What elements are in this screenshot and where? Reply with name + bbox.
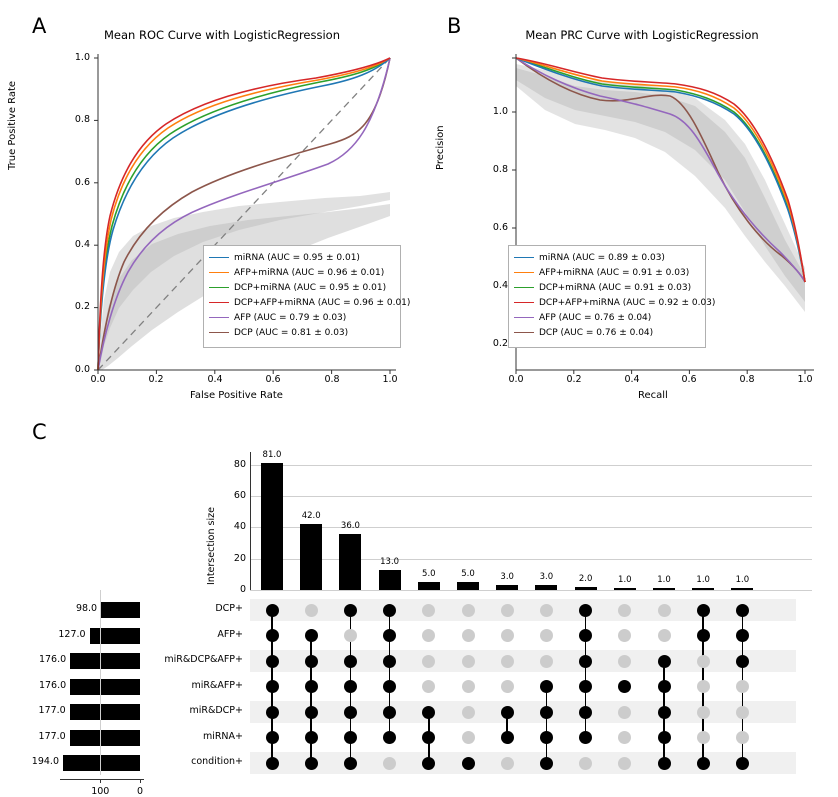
- matrix-dot-empty[interactable]: [344, 629, 357, 642]
- set-size-bar[interactable]: [101, 602, 140, 618]
- matrix-dot-filled[interactable]: [266, 604, 279, 617]
- matrix-dot-empty[interactable]: [462, 604, 475, 617]
- matrix-dot-filled[interactable]: [658, 680, 671, 693]
- legend-line-icon: [514, 287, 534, 288]
- matrix-dot-filled[interactable]: [305, 680, 318, 693]
- panel-letter-a: A: [32, 14, 47, 38]
- legend-label: DCP+AFP+miRNA (AUC = 0.92 ± 0.03): [539, 297, 716, 308]
- matrix-dot-filled[interactable]: [383, 655, 396, 668]
- legend-label: DCP+AFP+miRNA (AUC = 0.96 ± 0.01): [234, 297, 411, 308]
- legend-line-icon: [209, 317, 229, 318]
- matrix-dot-filled[interactable]: [540, 731, 553, 744]
- matrix-dot-empty[interactable]: [618, 604, 631, 617]
- intersection-bar[interactable]: [575, 587, 597, 590]
- prc-legend-item[interactable]: [514, 325, 699, 340]
- prc-legend-item[interactable]: [514, 265, 699, 280]
- roc-legend-item[interactable]: [209, 265, 394, 280]
- intersection-bar-value: 36.0: [340, 520, 360, 531]
- roc-legend-item[interactable]: [209, 295, 411, 310]
- roc-xtick-4: 0.8: [324, 374, 340, 385]
- prc-xtick-1: 0.2: [566, 374, 582, 385]
- prc-xtick-2: 0.4: [624, 374, 640, 385]
- matrix-dot-filled[interactable]: [305, 731, 318, 744]
- matrix-dot-filled[interactable]: [736, 604, 749, 617]
- intersection-bar-value: 3.0: [539, 572, 554, 583]
- matrix-dot-filled[interactable]: [736, 655, 749, 668]
- intersection-bar[interactable]: [653, 588, 675, 590]
- upset-plot: [0, 430, 838, 796]
- set-size-axis: [60, 779, 144, 780]
- roc-yaxis-label: True Positive Rate: [7, 80, 18, 170]
- prc-legend-item[interactable]: [514, 295, 716, 310]
- prc-xaxis-label: Recall: [638, 390, 668, 401]
- matrix-dot-filled[interactable]: [579, 629, 592, 642]
- set-name-label: miR&AFP+: [191, 679, 243, 691]
- legend-label: AFP (AUC = 0.79 ± 0.03): [234, 312, 347, 323]
- intersection-bar-value: 13.0: [380, 556, 400, 567]
- intersection-bar-value: 1.0: [735, 575, 750, 586]
- matrix-dot-empty[interactable]: [618, 655, 631, 668]
- legend-label: AFP+miRNA (AUC = 0.91 ± 0.03): [539, 267, 690, 278]
- legend-label: miRNA (AUC = 0.89 ± 0.03): [539, 252, 665, 263]
- matrix-dot-filled[interactable]: [658, 731, 671, 744]
- set-name-label: AFP+: [217, 628, 243, 640]
- roc-xaxis-label: False Positive Rate: [190, 390, 283, 401]
- set-size-tick-label: 0: [136, 785, 144, 797]
- matrix-dot-empty[interactable]: [697, 680, 710, 693]
- intersection-bar-value: 3.0: [500, 572, 514, 583]
- prc-ytick-2: 0.6: [492, 222, 508, 233]
- matrix-dot-filled[interactable]: [344, 706, 357, 719]
- prc-ytick-3: 0.8: [492, 164, 508, 175]
- intersection-bar-value: 42.0: [301, 511, 321, 522]
- legend-line-icon: [209, 332, 229, 333]
- roc-legend: [203, 245, 411, 348]
- set-size-value: 177.0: [38, 705, 66, 716]
- legend-label: DCP (AUC = 0.81 ± 0.03): [234, 327, 349, 338]
- prc-legend-item[interactable]: [514, 250, 699, 265]
- set-size-value: 176.0: [38, 654, 67, 665]
- matrix-dot-filled[interactable]: [540, 680, 553, 693]
- matrix-dot-empty[interactable]: [658, 604, 671, 617]
- matrix-dot-filled[interactable]: [305, 655, 318, 668]
- gridline: [250, 496, 812, 497]
- matrix-connector: [546, 687, 548, 764]
- matrix-dot-empty[interactable]: [501, 757, 514, 770]
- legend-label: DCP+miRNA (AUC = 0.91 ± 0.03): [539, 282, 692, 293]
- legend-label: AFP (AUC = 0.76 ± 0.04): [539, 312, 652, 323]
- matrix-dot-filled[interactable]: [697, 757, 710, 770]
- roc-xtick-2: 0.4: [207, 374, 223, 385]
- matrix-dot-filled[interactable]: [266, 731, 279, 744]
- set-size-value: 98.0: [75, 603, 98, 614]
- legend-line-icon: [514, 317, 534, 318]
- matrix-dot-filled[interactable]: [305, 706, 318, 719]
- gridline: [250, 559, 812, 560]
- intersection-ytick: 20: [233, 552, 246, 564]
- matrix-dot-empty[interactable]: [462, 731, 475, 744]
- roc-ytick-3: 0.6: [74, 177, 90, 188]
- roc-legend-item[interactable]: [209, 280, 394, 295]
- legend-line-icon: [209, 257, 229, 258]
- legend-line-icon: [209, 302, 229, 303]
- matrix-dot-empty[interactable]: [579, 757, 592, 770]
- roc-legend-item[interactable]: [209, 310, 394, 325]
- intersection-bar[interactable]: [731, 588, 753, 590]
- matrix-dot-empty[interactable]: [501, 604, 514, 617]
- prc-legend: [508, 245, 716, 348]
- intersection-ytick: 60: [233, 489, 246, 501]
- roc-ytick-2: 0.4: [74, 239, 90, 250]
- legend-label: DCP (AUC = 0.76 ± 0.04): [539, 327, 654, 338]
- matrix-row-stripe: [250, 727, 796, 749]
- matrix-dot-filled[interactable]: [266, 757, 279, 770]
- set-size-bar[interactable]: [70, 653, 140, 669]
- prc-ytick-1: 0.4: [492, 280, 508, 291]
- set-size-value: 177.0: [38, 730, 66, 742]
- intersection-bar[interactable]: [457, 582, 479, 590]
- matrix-dot-filled[interactable]: [344, 731, 357, 744]
- matrix-dot-empty[interactable]: [501, 629, 514, 642]
- legend-line-icon: [514, 257, 534, 258]
- set-size-guide: [100, 590, 101, 775]
- matrix-dot-filled[interactable]: [383, 706, 396, 719]
- matrix-dot-filled[interactable]: [383, 629, 396, 642]
- intersection-bar[interactable]: [692, 588, 714, 590]
- set-size-tick: [140, 779, 141, 783]
- prc-yaxis-label: Precision: [435, 125, 446, 170]
- matrix-dot-filled[interactable]: [501, 731, 514, 744]
- intersection-bar[interactable]: [418, 582, 440, 590]
- gridline: [250, 590, 812, 591]
- matrix-dot-filled[interactable]: [305, 757, 318, 770]
- prc-xtick-3: 0.6: [681, 374, 697, 385]
- set-name-label: DCP+: [215, 603, 243, 614]
- prc-xtick-0: 0.0: [508, 374, 524, 385]
- matrix-dot-filled[interactable]: [579, 731, 592, 744]
- panel-letter-b: B: [447, 14, 462, 38]
- prc-xtick-4: 0.8: [739, 374, 755, 385]
- set-size-tick-label: 100: [91, 785, 110, 797]
- panel-letter-c: C: [32, 420, 47, 444]
- legend-line-icon: [209, 272, 229, 273]
- matrix-dot-filled[interactable]: [736, 629, 749, 642]
- matrix-dot-empty[interactable]: [697, 731, 710, 744]
- set-name-label: miR&DCP&AFP+: [164, 654, 243, 665]
- matrix-dot-empty[interactable]: [422, 655, 435, 668]
- set-size-value: 194.0: [31, 756, 59, 767]
- matrix-dot-empty[interactable]: [501, 680, 514, 693]
- set-name-label: miR&DCP+: [189, 705, 243, 716]
- set-size-bar[interactable]: [90, 628, 140, 644]
- set-size-value: 176.0: [38, 679, 67, 691]
- gridline: [250, 465, 812, 466]
- roc-xtick-1: 0.2: [148, 374, 164, 385]
- matrix-dot-filled[interactable]: [462, 757, 475, 770]
- matrix-dot-filled[interactable]: [658, 706, 671, 719]
- matrix-dot-empty[interactable]: [540, 604, 553, 617]
- matrix-dot-empty[interactable]: [422, 604, 435, 617]
- matrix-dot-filled[interactable]: [697, 604, 710, 617]
- matrix-dot-empty[interactable]: [305, 604, 318, 617]
- intersection-bar[interactable]: [379, 570, 401, 590]
- roc-xtick-3: 0.6: [265, 374, 281, 385]
- intersection-bar[interactable]: [496, 585, 518, 590]
- matrix-dot-empty[interactable]: [658, 629, 671, 642]
- matrix-dot-filled[interactable]: [344, 655, 357, 668]
- matrix-dot-empty[interactable]: [736, 731, 749, 744]
- matrix-dot-filled[interactable]: [266, 655, 279, 668]
- matrix-dot-empty[interactable]: [736, 706, 749, 719]
- matrix-dot-filled[interactable]: [344, 604, 357, 617]
- prc-ytick-4: 1.0: [492, 106, 508, 117]
- legend-line-icon: [514, 272, 534, 273]
- prc-legend-item[interactable]: [514, 310, 699, 325]
- roc-ytick-4: 0.8: [74, 114, 90, 125]
- intersection-bar-value: 5.0: [422, 569, 436, 580]
- intersection-yaxis: [250, 452, 251, 590]
- matrix-dot-filled[interactable]: [736, 757, 749, 770]
- matrix-dot-filled[interactable]: [305, 629, 318, 642]
- matrix-dot-filled[interactable]: [266, 680, 279, 693]
- matrix-dot-filled[interactable]: [540, 706, 553, 719]
- matrix-row-stripe: [250, 752, 796, 774]
- prc-chart-title: Mean PRC Curve with LogisticRegression: [525, 28, 759, 42]
- roc-xtick-0: 0.0: [90, 374, 106, 385]
- roc-legend-item[interactable]: [209, 325, 394, 340]
- prc-xtick-5: 1.0: [797, 374, 813, 385]
- matrix-dot-filled[interactable]: [266, 629, 279, 642]
- matrix-dot-empty[interactable]: [618, 757, 631, 770]
- legend-label: miRNA (AUC = 0.95 ± 0.01): [234, 252, 360, 263]
- prc-legend-item[interactable]: [514, 280, 699, 295]
- prc-ytick-0: 0.2: [492, 338, 508, 349]
- set-size-value: 127.0: [58, 628, 86, 640]
- set-size-bar[interactable]: [70, 704, 140, 720]
- matrix-dot-empty[interactable]: [697, 706, 710, 719]
- matrix-dot-filled[interactable]: [422, 757, 435, 770]
- intersection-bar-value: 5.0: [461, 569, 475, 580]
- matrix-dot-empty[interactable]: [736, 680, 749, 693]
- set-size-tick: [100, 779, 101, 783]
- matrix-dot-filled[interactable]: [383, 604, 396, 617]
- matrix-dot-filled[interactable]: [579, 655, 592, 668]
- matrix-dot-filled[interactable]: [540, 757, 553, 770]
- roc-ytick-5: 1.0: [74, 52, 90, 63]
- matrix-dot-empty[interactable]: [462, 680, 475, 693]
- roc-legend-item[interactable]: [209, 250, 394, 265]
- intersection-bar-value: 1.0: [618, 575, 632, 586]
- roc-xtick-5: 1.0: [382, 374, 398, 385]
- intersection-bar[interactable]: [261, 463, 283, 590]
- matrix-row-stripe: [250, 599, 796, 621]
- intersection-bar-value: 1.0: [657, 575, 671, 586]
- matrix-dot-filled[interactable]: [579, 706, 592, 719]
- set-size-bar[interactable]: [70, 679, 140, 695]
- intersection-bar[interactable]: [614, 588, 636, 590]
- matrix-dot-filled[interactable]: [501, 706, 514, 719]
- intersection-ytick: 80: [233, 458, 246, 470]
- matrix-dot-empty[interactable]: [618, 706, 631, 719]
- legend-label: AFP+miRNA (AUC = 0.96 ± 0.01): [234, 267, 385, 278]
- matrix-dot-filled[interactable]: [344, 757, 357, 770]
- matrix-dot-filled[interactable]: [344, 680, 357, 693]
- matrix-dot-empty[interactable]: [697, 655, 710, 668]
- matrix-row-stripe: [250, 625, 796, 647]
- intersection-ytick: 40: [233, 521, 246, 533]
- legend-line-icon: [209, 287, 229, 288]
- intersection-ytick: 0: [239, 584, 246, 595]
- matrix-dot-empty[interactable]: [501, 655, 514, 668]
- intersection-bar-value: 2.0: [578, 573, 593, 584]
- intersection-bar-value: 81.0: [262, 449, 282, 460]
- set-size-bar[interactable]: [70, 730, 140, 746]
- roc-ytick-1: 0.2: [74, 301, 90, 312]
- matrix-dot-empty[interactable]: [462, 629, 475, 642]
- roc-ytick-0: 0.0: [74, 364, 90, 375]
- matrix-dot-empty[interactable]: [540, 629, 553, 642]
- matrix-row-stripe: [250, 701, 796, 723]
- matrix-row-stripe: [250, 650, 796, 672]
- set-size-bar[interactable]: [63, 755, 140, 771]
- matrix-dot-filled[interactable]: [383, 680, 396, 693]
- set-name-label: miRNA+: [202, 730, 243, 742]
- set-name-label: condition+: [191, 756, 243, 767]
- intersection-bar-value: 1.0: [696, 575, 710, 586]
- matrix-dot-filled[interactable]: [658, 757, 671, 770]
- legend-line-icon: [514, 302, 534, 303]
- intersection-bar[interactable]: [300, 524, 322, 590]
- matrix-dot-empty[interactable]: [540, 655, 553, 668]
- matrix-dot-empty[interactable]: [462, 655, 475, 668]
- intersection-size-label: Intersection size: [206, 507, 217, 585]
- matrix-dot-filled[interactable]: [658, 655, 671, 668]
- matrix-dot-filled[interactable]: [383, 731, 396, 744]
- matrix-dot-filled[interactable]: [579, 604, 592, 617]
- matrix-dot-empty[interactable]: [383, 757, 396, 770]
- matrix-dot-empty[interactable]: [462, 706, 475, 719]
- intersection-bar[interactable]: [535, 585, 557, 590]
- matrix-dot-filled[interactable]: [579, 680, 592, 693]
- legend-label: DCP+miRNA (AUC = 0.95 ± 0.01): [234, 282, 387, 293]
- roc-chart-title: Mean ROC Curve with LogisticRegression: [103, 28, 340, 42]
- matrix-dot-filled[interactable]: [422, 706, 435, 719]
- matrix-row-stripe: [250, 676, 796, 698]
- intersection-bar[interactable]: [339, 534, 361, 590]
- matrix-dot-filled[interactable]: [266, 706, 279, 719]
- legend-line-icon: [514, 332, 534, 333]
- matrix-dot-filled[interactable]: [697, 629, 710, 642]
